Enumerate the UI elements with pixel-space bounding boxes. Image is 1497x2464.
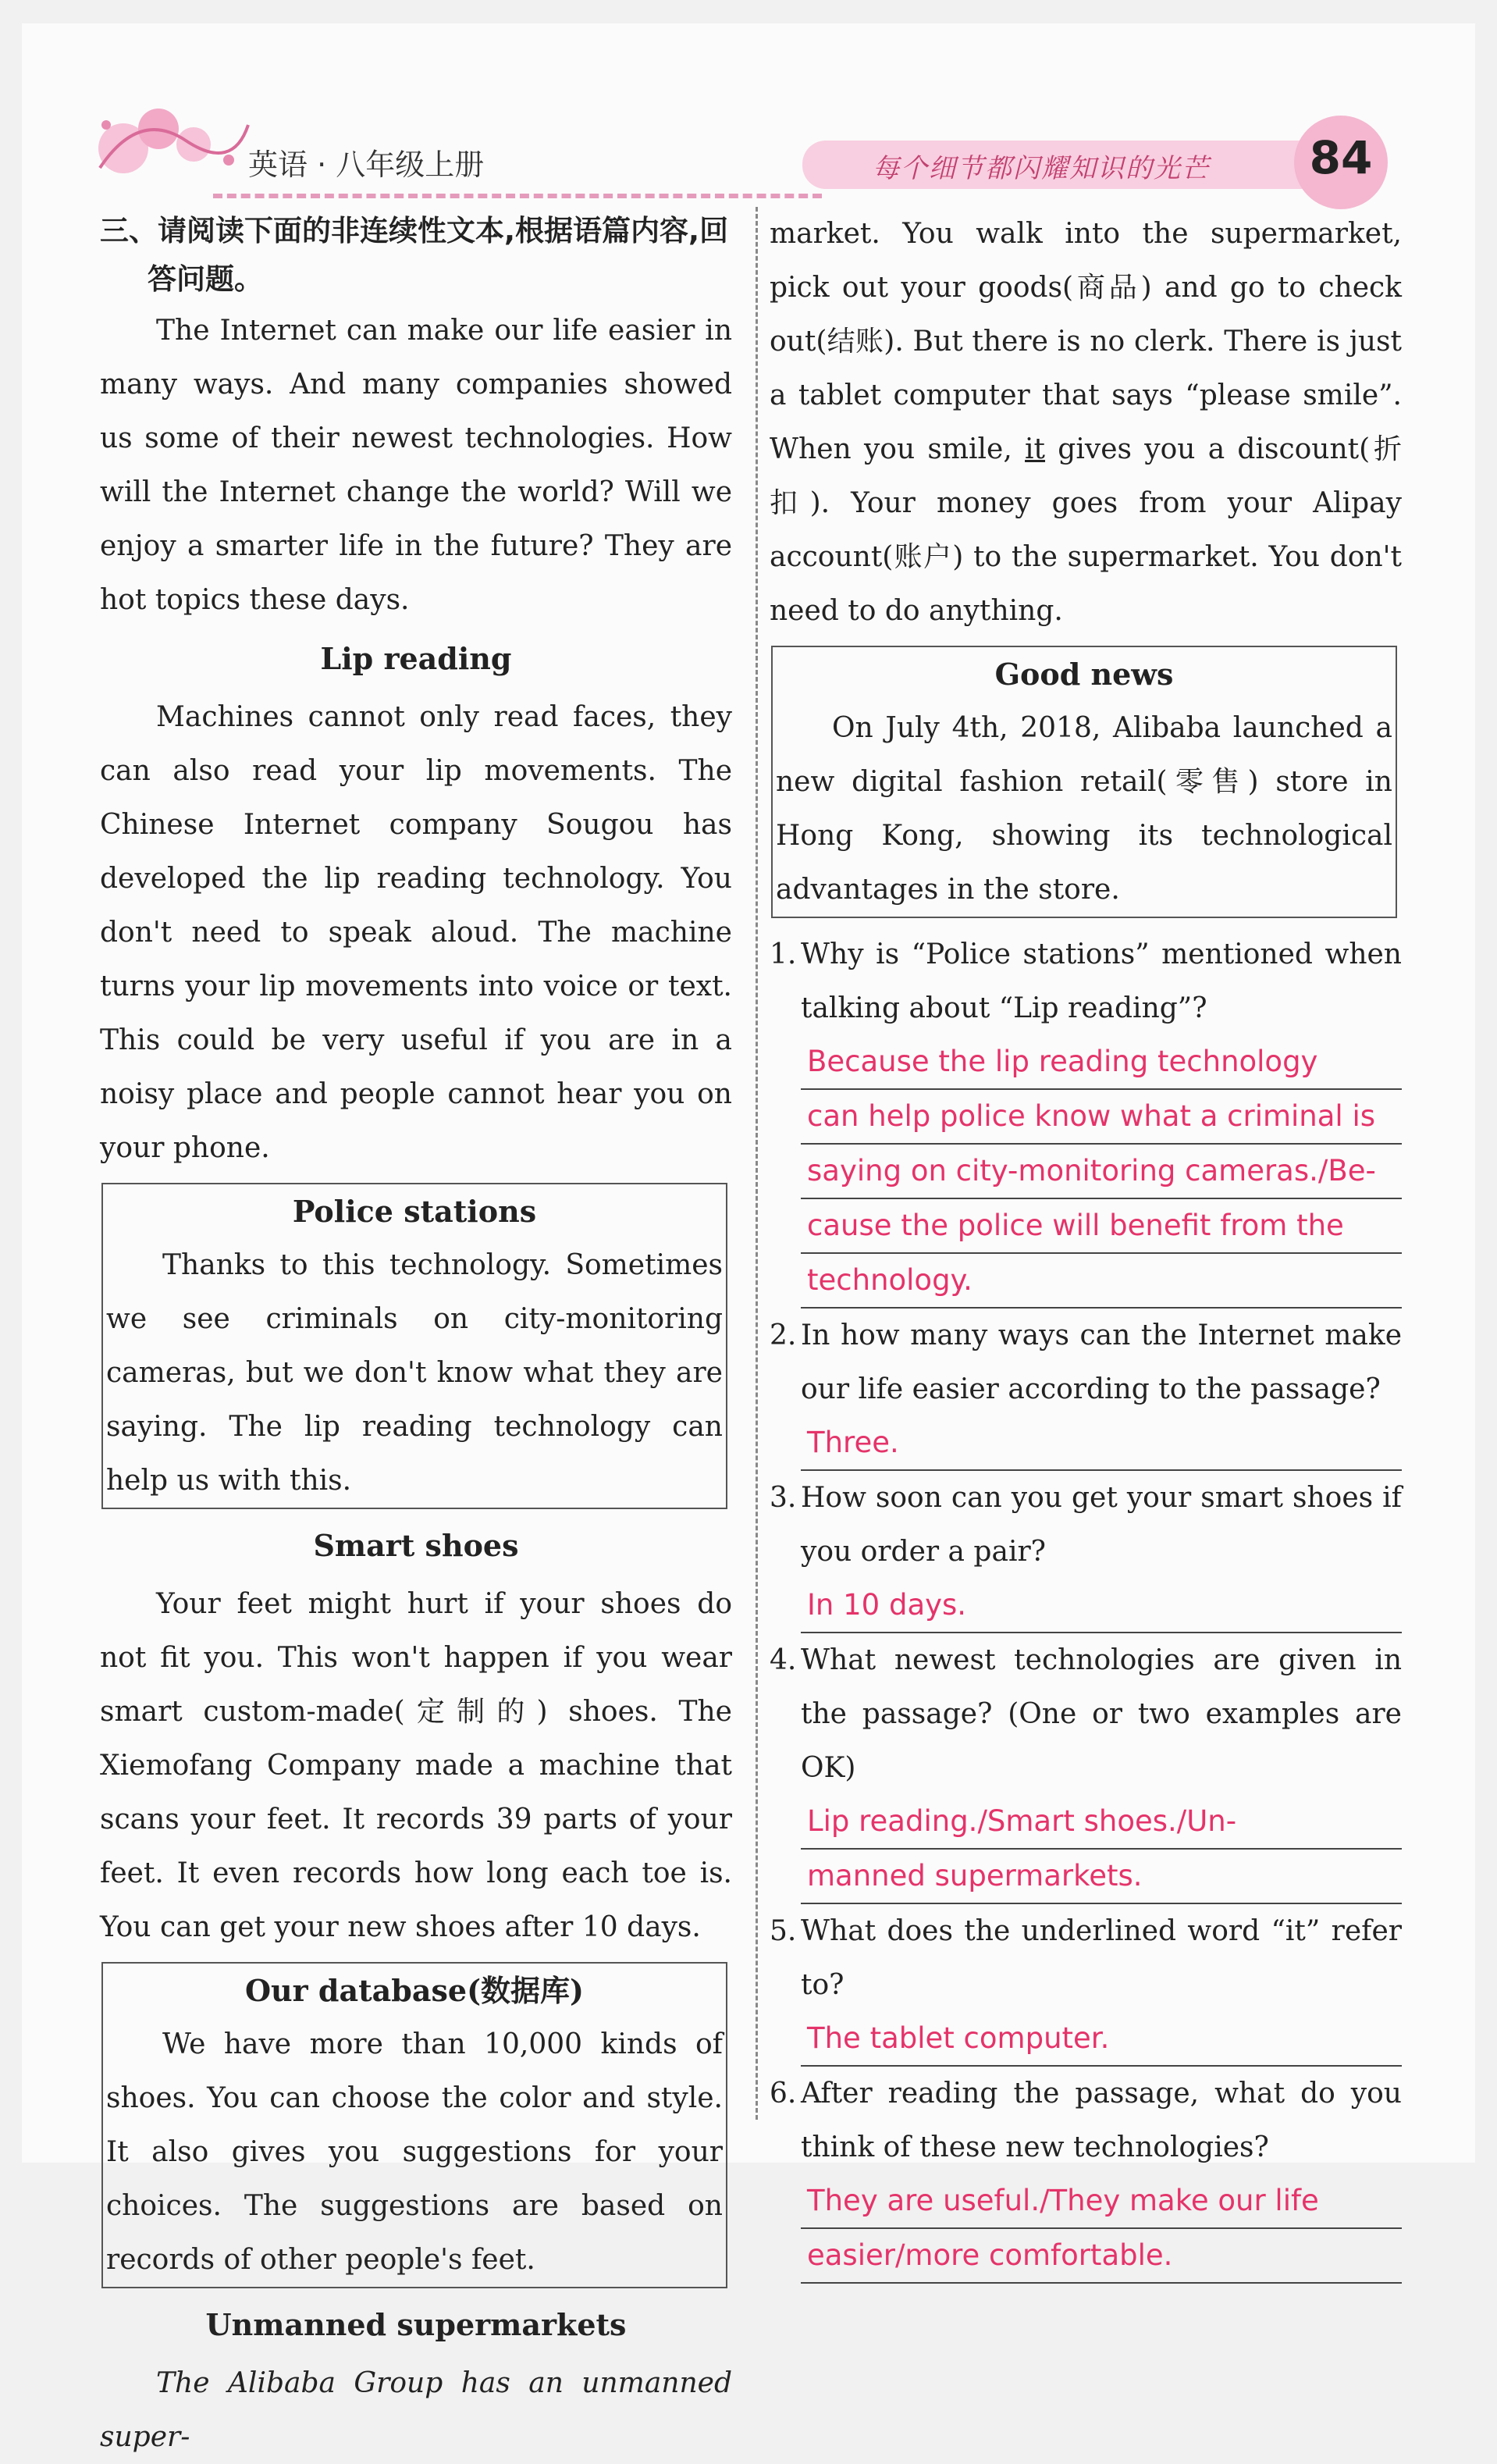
question-text <box>770 928 1402 1035</box>
question-number: 6. <box>770 2078 797 2110</box>
question-5 <box>770 1904 1402 2067</box>
question-4 <box>770 1633 1402 1904</box>
question-3 <box>770 1471 1402 1633</box>
unmanned-supermarkets-title: Unmanned supermarkets <box>205 2307 627 2342</box>
question-number: 1. <box>770 938 797 970</box>
answer-lines <box>801 1579 1402 1633</box>
police-stations-title: Police stations <box>292 1194 537 1229</box>
question-text <box>770 1471 1402 1579</box>
question-number: 5. <box>770 1915 797 1947</box>
good-news-title: Good news <box>994 657 1174 692</box>
question-number: 2. <box>770 1319 797 1351</box>
question-number: 3. <box>770 1482 797 1514</box>
continued-text-1: market. You walk into the supermarket, pick out your goods(商品) and go to check out(结账). But there is no clerk. There is just a tablet computer that says “please smile”. When you smile, <box>770 218 1402 465</box>
smart-shoes-title: Smart shoes <box>313 1528 519 1563</box>
page-header <box>22 23 1475 187</box>
question-text <box>770 1904 1402 2012</box>
question-2 <box>770 1309 1402 1471</box>
question-text <box>770 1309 1402 1416</box>
answer-lines <box>801 1795 1402 1904</box>
question-prompt: Why is “Police stations” mentioned when talking about “Lip reading”? <box>801 938 1402 1024</box>
smart-shoes-paragraph: Your feet might hurt if your shoes do not fit you. This won't happen if you wear smart custom-made(定制的) shoes. The Xiemofang Company made a machine that scans your feet. It records 39 parts of your feet. It even records how long each toe is. You can get your new shoes after 10 days. <box>100 1588 732 1943</box>
book-title: 英语 · 八年级上册 <box>248 148 485 182</box>
textbook-page <box>22 23 1475 2453</box>
answer-line: Lip reading./Smart shoes./Un- <box>801 1795 1402 1850</box>
question-text <box>770 1633 1402 1795</box>
good-news-box <box>771 646 1397 918</box>
answer-lines <box>801 1416 1402 1471</box>
answer-lines <box>801 2174 1402 2284</box>
question-prompt: How soon can you get your smart shoes if you order a pair? <box>801 1482 1402 1568</box>
question-prompt: In how many ways can the Internet make our life easier according to the passage? <box>801 1319 1402 1405</box>
slogan-text: 每个细节都闪耀知识的光芒 <box>873 153 1210 184</box>
question-prompt: After reading the passage, what do you think of these new technologies? <box>801 2078 1402 2163</box>
good-news-text: On July 4th, 2018, Alibaba launched a new digital fashion retail(零售) store in Hong Kong, showing its technological advantages in the store. <box>776 712 1392 906</box>
lip-reading-title: Lip reading <box>320 641 512 676</box>
database-box <box>101 1962 727 2288</box>
answer-line: Because the lip reading technology <box>801 1035 1402 1090</box>
page-number: 84 <box>1309 131 1373 184</box>
floral-ornament-icon <box>92 94 256 187</box>
question-text <box>770 2067 1402 2174</box>
lip-reading-paragraph: Machines cannot only read faces, they can also read your lip movements. The Chinese Internet company Sougou has developed the lip reading technology. You don't need to speak aloud. The machine turns your lip movements into voice or text. This could be very useful if you are in a noisy place and people cannot hear you on your phone. <box>100 701 732 1164</box>
answer-line: can help police know what a criminal is <box>801 1090 1402 1145</box>
answer-line: technology. <box>801 1254 1402 1309</box>
right-column <box>770 207 1402 2284</box>
database-text: We have more than 10,000 kinds of shoes. You can choose the color and style. It also gives you suggestions for your choices. The suggestions are based on records of other people's feet. <box>106 2028 723 2276</box>
answer-line: They are useful./They make our life <box>801 2174 1402 2229</box>
answer-line: manned supermarkets. <box>801 1850 1402 1904</box>
continued-text-2: gives you a discount(折扣). Your money goes from your Alipay account(账户) to the supermarket. You don't need to do anything. <box>770 433 1402 627</box>
answer-line: saying on city-monitoring cameras./Be- <box>801 1145 1402 1199</box>
question-6 <box>770 2067 1402 2284</box>
header-dashed-rule <box>213 194 822 198</box>
database-title: Our database(数据库) <box>244 1973 585 2008</box>
column-divider <box>756 207 758 2120</box>
section-heading: 三、请阅读下面的非连续性文本,根据语篇内容,回答问题。 <box>100 214 729 296</box>
police-stations-box <box>101 1183 727 1509</box>
police-stations-text: Thanks to this technology. Sometimes we see criminals on city-monitoring cameras, but we don't know what they are saying. The lip reading technology can help us with this. <box>106 1249 723 1497</box>
underlined-word-it: it <box>1025 433 1046 465</box>
answer-line: Three. <box>801 1416 1402 1471</box>
question-1 <box>770 928 1402 1309</box>
unmanned-supermarkets-start: The Alibaba Group has an unmanned super- <box>100 2367 732 2453</box>
question-prompt: What does the underlined word “it” refer to? <box>801 1915 1402 2001</box>
answer-line: easier/more comfortable. <box>801 2229 1402 2284</box>
answer-lines <box>801 1035 1402 1309</box>
answer-line: The tablet computer. <box>801 2012 1402 2067</box>
unmanned-supermarkets-continued <box>770 207 1402 638</box>
answer-lines <box>801 2012 1402 2067</box>
intro-paragraph: The Internet can make our life easier in many ways. And many companies showed us some of their newest technologies. How will the Internet change the world? Will we enjoy a smarter life in the future? They are hot topics these days. <box>100 315 732 616</box>
left-column <box>100 207 732 2464</box>
answer-line: In 10 days. <box>801 1579 1402 1633</box>
question-prompt: What newest technologies are given in the passage? (One or two examples are OK) <box>801 1644 1402 1784</box>
question-number: 4. <box>770 1644 797 1676</box>
answer-line: cause the police will benefit from the <box>801 1199 1402 1254</box>
